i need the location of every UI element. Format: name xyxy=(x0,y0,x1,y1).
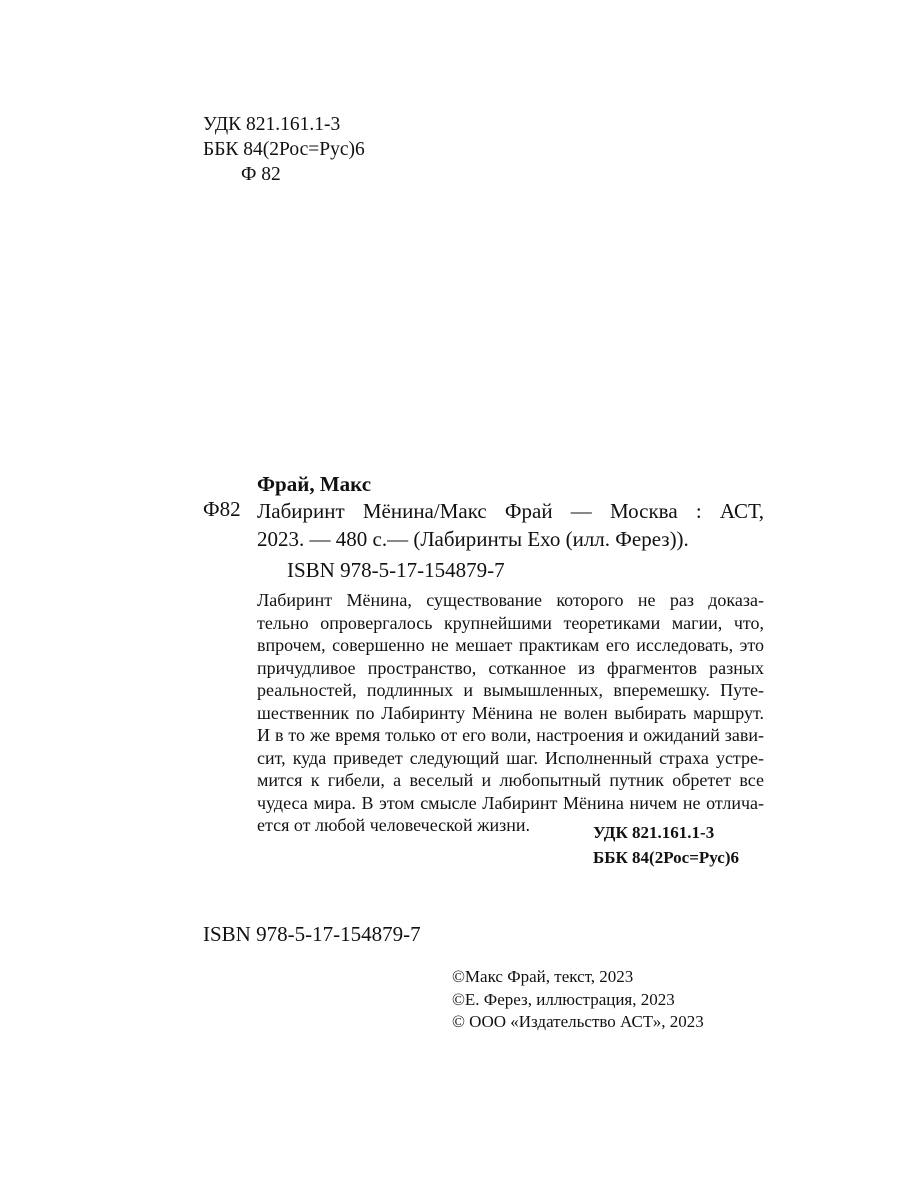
call-mark: Ф82 xyxy=(203,497,241,521)
copyright-line: ©Е. Ферез, иллюстрация, 2023 xyxy=(452,989,675,1009)
annotation-line: шественник по Лабиринту Мёнина не волен выбирать маршрут. xyxy=(257,702,764,723)
annotation-line: мится к гибели, а веселый и любопытный путник обретет все xyxy=(257,770,764,790)
annotation-line: ется от любой человеческой жизни. xyxy=(257,815,531,835)
udk-code: УДК 821.161.1-3 xyxy=(203,114,341,135)
annotation xyxy=(257,589,764,837)
bibliographic-description xyxy=(257,497,764,553)
top-classification-codes xyxy=(203,112,365,187)
annotation-line: впрочем, совершенно не мешает практикам его исследовать, это xyxy=(257,635,764,655)
author-mark: Ф 82 xyxy=(241,164,281,185)
annotation-line: И в то же время только от его воли, настроения и ожиданий зави- xyxy=(257,725,764,745)
annotation-line: причудливое пространство, сотканное из фрагментов разных xyxy=(257,657,764,678)
copyright-line: © ООО «Издательство АСТ», 2023 xyxy=(452,1012,704,1031)
annotation-line: реальностей, подлинных и вымышленных, вперемешку. Путе- xyxy=(257,680,764,700)
annotation-line: Лабиринт Мёнина, существование которого не раз доказа- xyxy=(257,590,764,610)
description-line: 2023. — 480 с.— (Лабиринты Ехо (илл. Ферез)). xyxy=(257,527,689,551)
card-udk-code: УДК 821.161.1-3 xyxy=(593,823,715,842)
card-bbk-code: ББК 84(2Рос=Рус)6 xyxy=(593,848,739,867)
description-line: Лабиринт Мёнина/Макс Фрай — Москва : АСТ, xyxy=(257,499,764,523)
bbk-code: ББК 84(2Рос=Рус)6 xyxy=(203,139,365,160)
annotation-line: сит, куда приведет следующий шаг. Исполненный страха устре- xyxy=(257,747,764,768)
card-classification-codes xyxy=(593,820,739,870)
catalog-isbn: ISBN 978-5-17-154879-7 xyxy=(287,558,505,582)
copyright-line: ©Макс Фрай, текст, 2023 xyxy=(452,967,634,986)
author-heading: Фрай, Макс xyxy=(257,472,372,496)
annotation-line: тельно опровергалось крупнейшими теоретиками магии, что, xyxy=(257,612,764,633)
copyright-notices xyxy=(452,966,704,1034)
isbn-main: ISBN 978-5-17-154879-7 xyxy=(203,922,421,946)
annotation-line: чудеса мира. В этом смысле Лабиринт Мёнина ничем не отлича- xyxy=(257,792,764,813)
